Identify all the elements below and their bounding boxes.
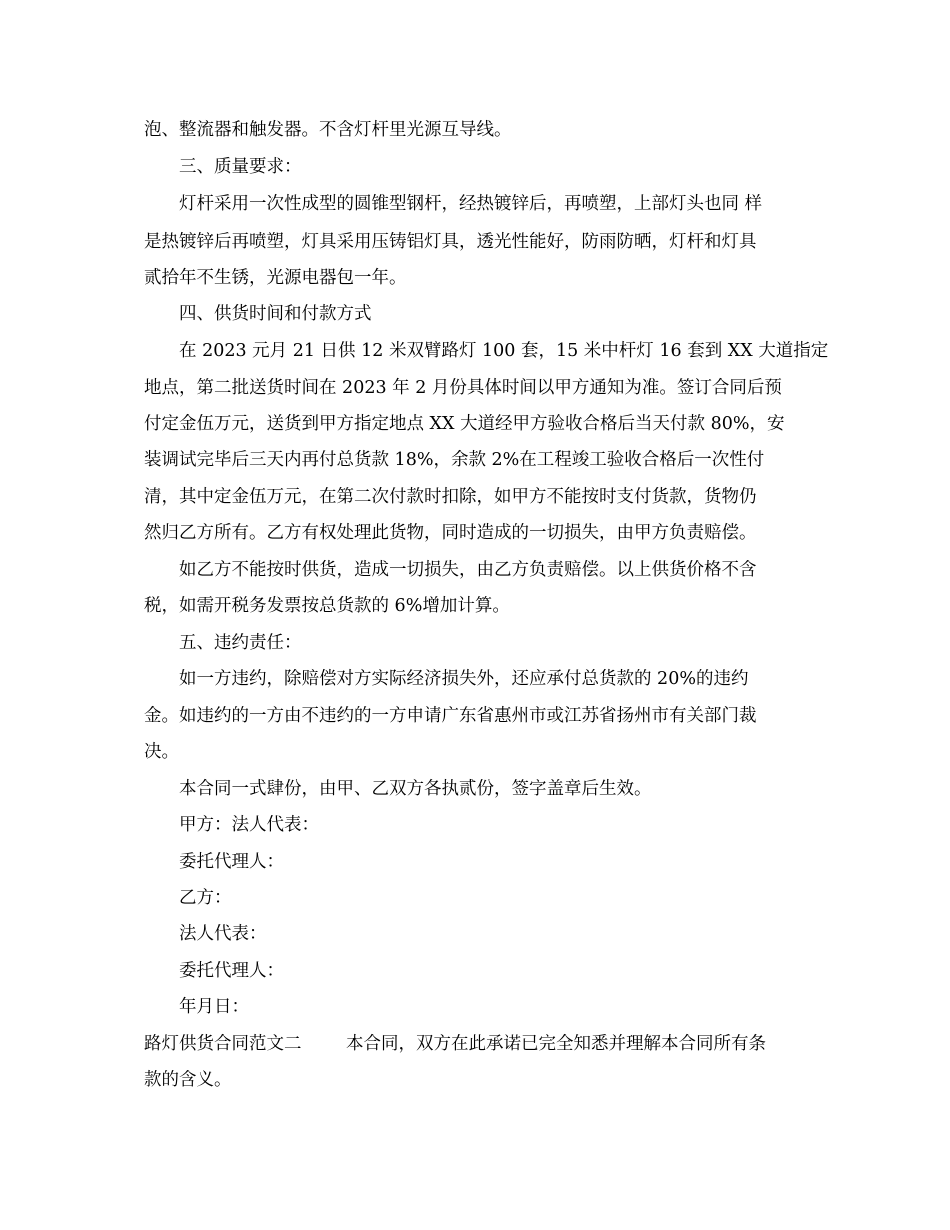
paragraph-line: 本合同一式肆份，由甲、乙双方各执贰份，签字盖章后生效。 <box>179 779 652 799</box>
paragraph-line: 本合同，双方在此承诺已完全知悉并理解本合同所有条 <box>346 1034 766 1054</box>
paragraph-line: 如一方违约，除赔偿对方实际经济损失外，还应承付总货款的 20%的违约 <box>179 669 749 689</box>
signature-party-a: 甲方：法人代表： <box>179 815 319 835</box>
signature-agent-b: 委托代理人： <box>179 961 284 981</box>
paragraph-line: 是热镀锌后再喷塑，灯具采用压铸铝灯具，透光性能好，防雨防晒，灯杆和灯具 <box>144 232 757 252</box>
signature-party-b: 乙方： <box>179 888 232 908</box>
paragraph-line: 贰拾年不生锈，光源电器包一年。 <box>144 268 407 288</box>
paragraph-line: 泡、整流器和触发器。不含灯杆里光源互导线。 <box>144 120 512 140</box>
paragraph-line: 在 2023 元月 21 日供 12 米双臂路灯 100 套，15 米中杆灯 16 套到 XX 大道指定 <box>179 341 829 361</box>
paragraph-line: 税，如需开税务发票按总货款的 6%增加计算。 <box>144 596 510 616</box>
paragraph-line: 决。 <box>144 742 179 762</box>
paragraph-line: 款的含义。 <box>144 1070 232 1090</box>
section-heading-breach: 五、违约责任： <box>179 633 302 653</box>
paragraph-line: 地点，第二批送货时间在 2023 年 2 月份具体时间以甲方通知为准。签订合同后预 <box>144 378 782 398</box>
section-heading-quality: 三、质量要求： <box>179 157 302 177</box>
signature-agent-a: 委托代理人： <box>179 852 284 872</box>
paragraph-line: 灯杆采用一次性成型的圆锥型钢杆，经热镀锌后，再喷塑，上部灯头也同 样 <box>179 194 763 214</box>
document-subtitle: 路灯供货合同范文二 <box>144 1034 302 1054</box>
paragraph-line: 清，其中定金伍万元，在第二次付款时扣除，如甲方不能按时支付货款，货物仍 <box>144 487 757 507</box>
paragraph-line: 装调试完毕后三天内再付总货款 18%，余款 2%在工程竣工验收合格后一次性付 <box>144 450 765 470</box>
signature-legal-rep-b: 法人代表： <box>179 924 267 944</box>
signature-date: 年月日： <box>179 997 249 1017</box>
paragraph-line: 然归乙方所有。乙方有权处理此货物，同时造成的一切损失，由甲方负责赔偿。 <box>144 523 757 543</box>
paragraph-line: 付定金伍万元，送货到甲方指定地点 XX 大道经甲方验收合格后当天付款 80%，安 <box>144 414 785 434</box>
paragraph-line: 如乙方不能按时供货，造成一切损失，由乙方负责赔偿。以上供货价格不含 <box>179 560 757 580</box>
paragraph-line: 金。如违约的一方由不违约的一方申请广东省惠州市或江苏省扬州市有关部门裁 <box>144 706 757 726</box>
section-heading-delivery: 四、供货时间和付款方式 <box>179 304 372 324</box>
